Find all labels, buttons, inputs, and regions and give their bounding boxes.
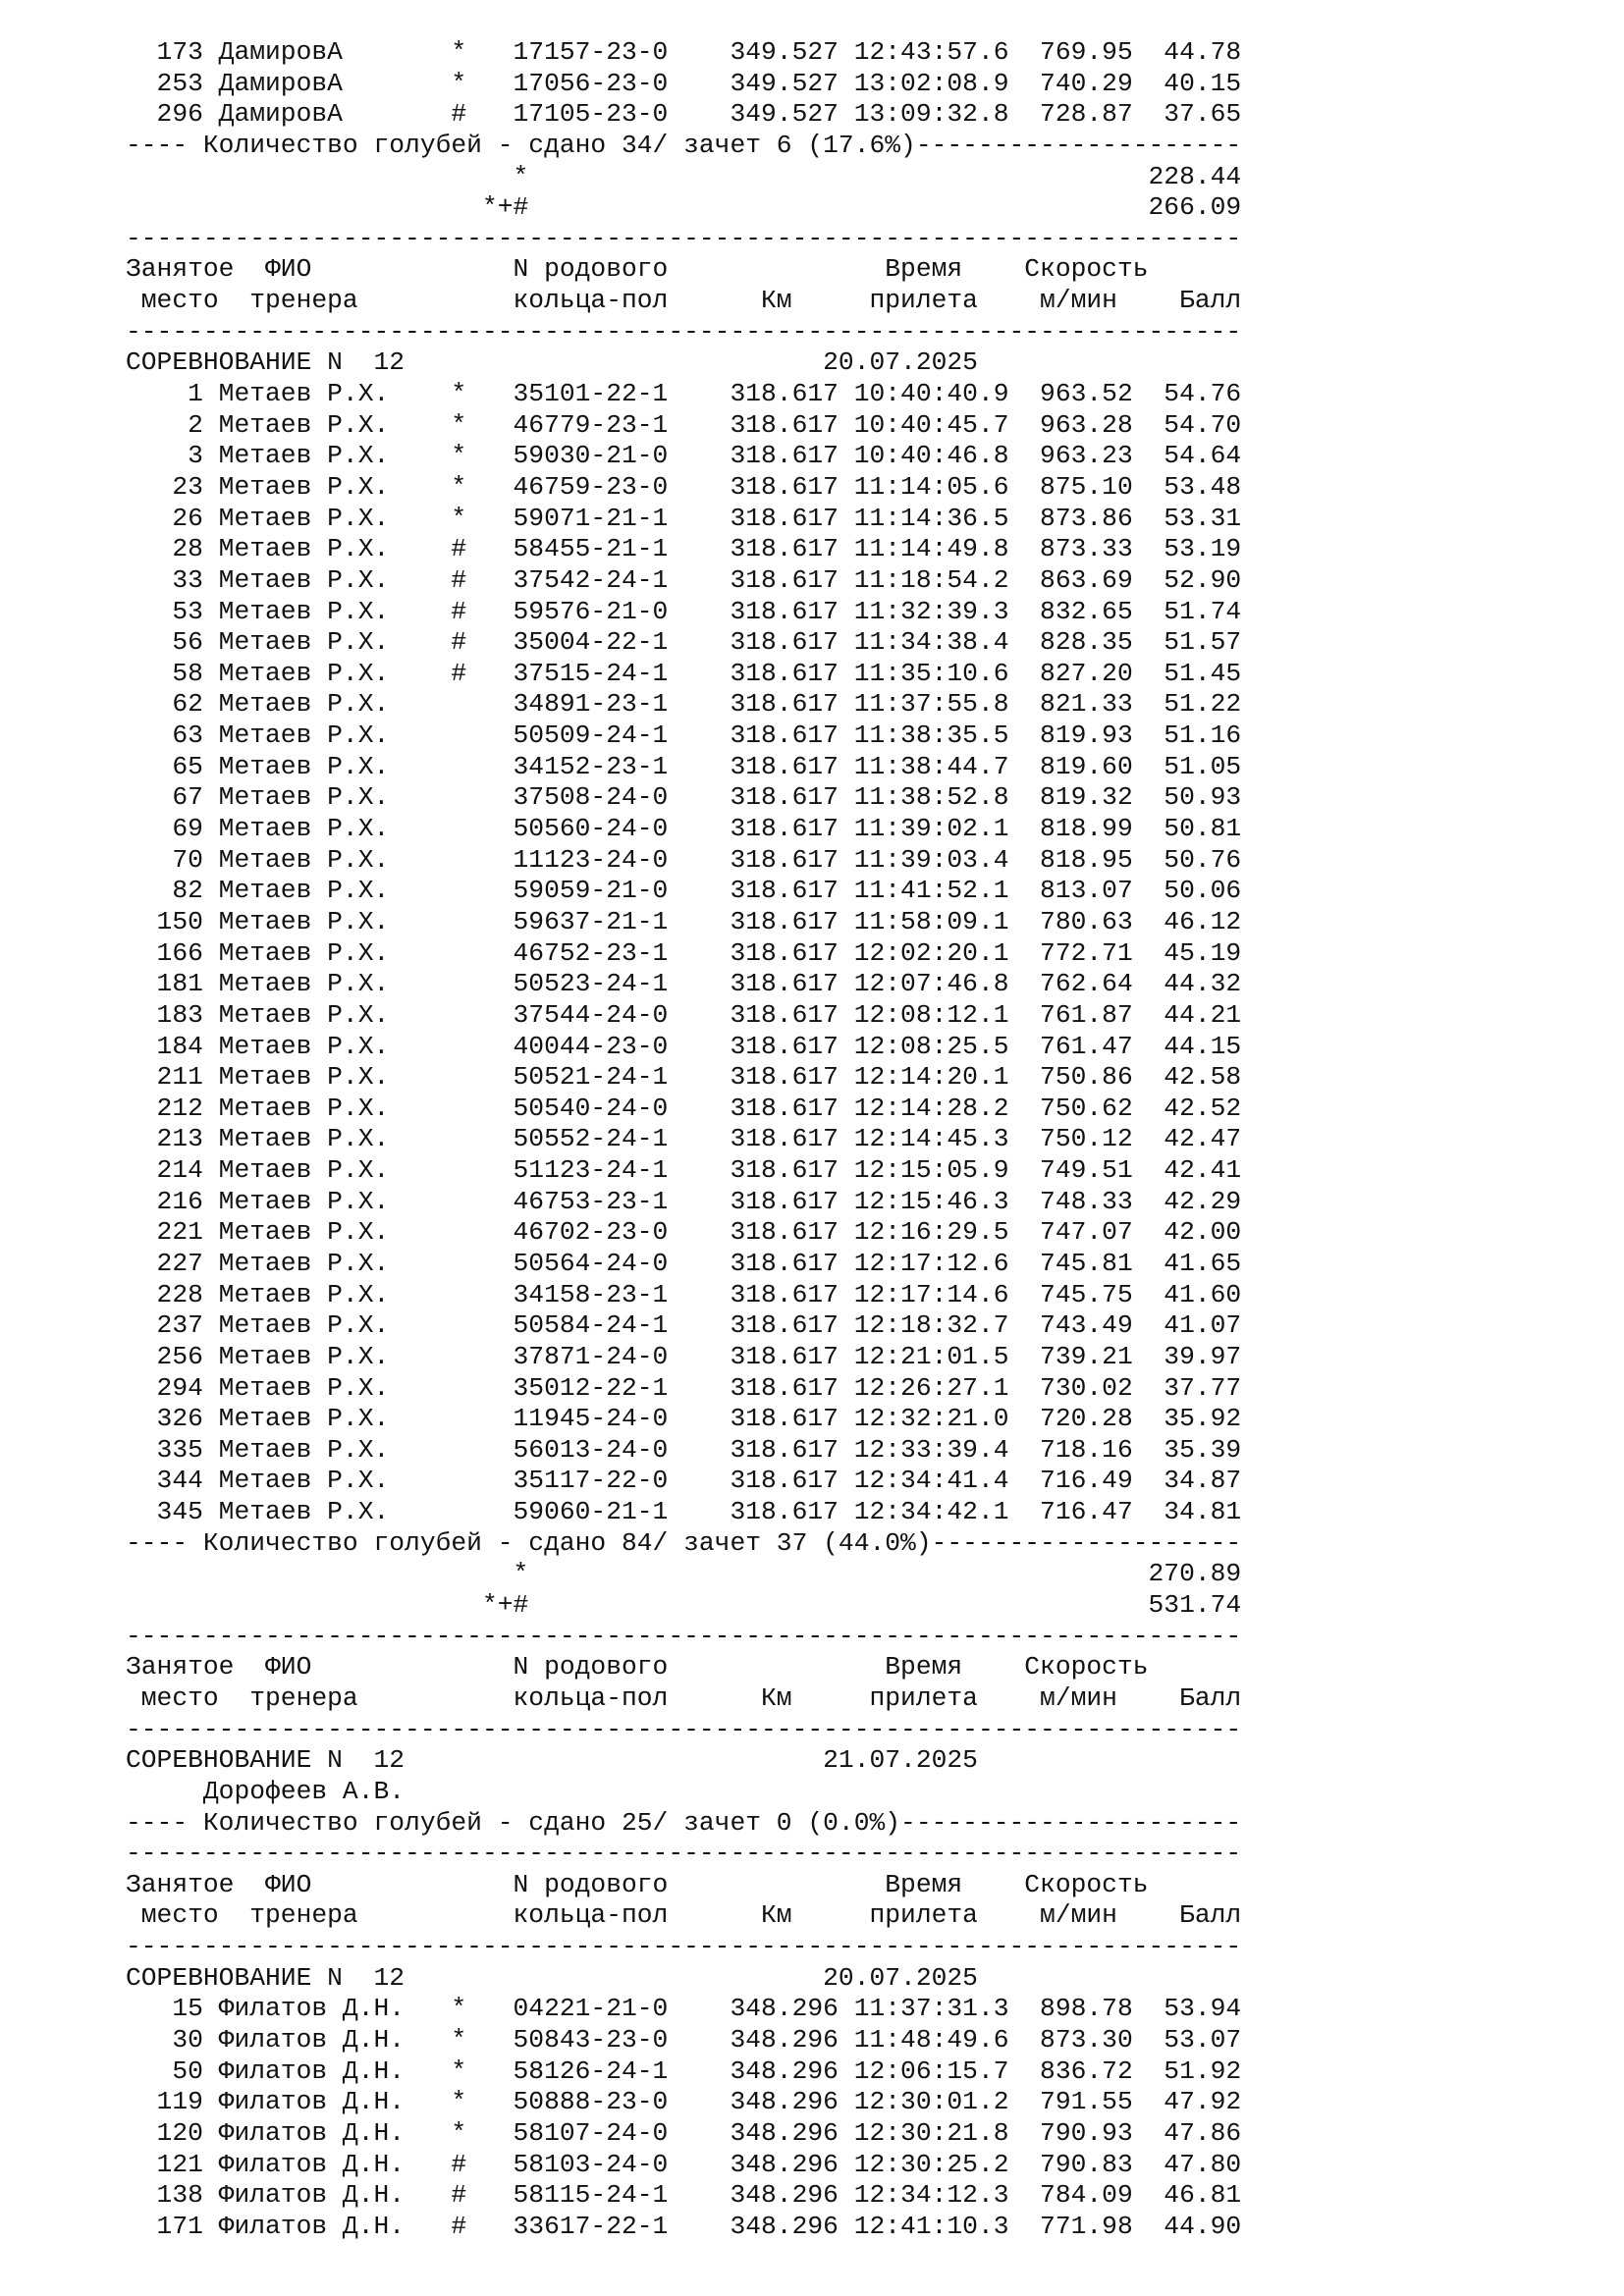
- printout-line: 171 Филатов Д.Н. # 33617-22-1 348.296 12:41:10.3 771.98 44.90: [126, 2211, 1242, 2241]
- printout-line: 121 Филатов Д.Н. # 58103-24-0 348.296 12:30:25.2 790.83 47.80: [126, 2149, 1242, 2179]
- printout-line: СОРЕВНОВАНИЕ N 12 20.07.2025: [126, 347, 978, 378]
- printout-line: 296 ДамировА # 17105-23-0 349.527 13:09:32.8 728.87 37.65: [126, 99, 1242, 130]
- printout-line: 150 Метаев Р.Х. 59637-21-1 318.617 11:58:09.1 780.63 46.12: [126, 906, 1242, 936]
- printout-line: 63 Метаев Р.Х. 50509-24-1 318.617 11:38:35.5 819.93 51.16: [126, 721, 1242, 751]
- printout-line: 166 Метаев Р.Х. 46752-23-1 318.617 12:02:20.1 772.71 45.19: [126, 937, 1242, 968]
- printout-line: место тренера кольца-пол Км прилета м/мин Балл: [126, 1900, 1242, 1931]
- printout-line: 69 Метаев Р.Х. 50560-24-0 318.617 11:39:02.1 818.99 50.81: [126, 814, 1242, 844]
- printout-line: 33 Метаев Р.Х. # 37542-24-1 318.617 11:18:54.2 863.69 52.90: [126, 564, 1242, 595]
- printout-line: 15 Филатов Д.Н. * 04221-21-0 348.296 11:37:31.3 898.78 53.94: [126, 1994, 1242, 2024]
- printout-line: 253 ДамировА * 17056-23-0 349.527 13:02:08.9 740.29 40.15: [126, 68, 1242, 98]
- printout-line: 53 Метаев Р.Х. # 59576-21-0 318.617 11:32:39.3 832.65 51.74: [126, 596, 1242, 626]
- printout-line: 214 Метаев Р.Х. 51123-24-1 318.617 12:15:05.9 749.51 42.41: [126, 1155, 1242, 1186]
- printout-line: 344 Метаев Р.Х. 35117-22-0 318.617 12:34:41.4 716.49 34.87: [126, 1466, 1242, 1496]
- printout-line: ------------------------------------------------------------------------: [126, 223, 1242, 253]
- printout-line: Занятое ФИО N родового Время Скорость: [126, 1652, 1149, 1682]
- printout-line: ------------------------------------------------------------------------: [126, 1932, 1242, 1962]
- printout-line: * 270.89: [126, 1559, 1242, 1589]
- printout-line: место тренера кольца-пол Км прилета м/мин Балл: [126, 286, 1242, 316]
- printout-line: 326 Метаев Р.Х. 11945-24-0 318.617 12:32:21.0 720.28 35.92: [126, 1404, 1242, 1434]
- printout-line: 345 Метаев Р.Х. 59060-21-1 318.617 12:34:42.1 716.47 34.81: [126, 1497, 1242, 1527]
- printout-line: 256 Метаев Р.Х. 37871-24-0 318.617 12:21:01.5 739.21 39.97: [126, 1341, 1242, 1371]
- printout-line: СОРЕВНОВАНИЕ N 12 21.07.2025: [126, 1745, 978, 1776]
- printout-line: 23 Метаев Р.Х. * 46759-23-0 318.617 11:14:05.6 875.10 53.48: [126, 471, 1242, 502]
- printout-line: 212 Метаев Р.Х. 50540-24-0 318.617 12:14:28.2 750.62 42.52: [126, 1093, 1242, 1123]
- printout-line: 56 Метаев Р.Х. # 35004-22-1 318.617 11:34:38.4 828.35 51.57: [126, 627, 1242, 658]
- printout-line: 50 Филатов Д.Н. * 58126-24-1 348.296 12:06:15.7 836.72 51.92: [126, 2056, 1242, 2086]
- printout-line: 30 Филатов Д.Н. * 50843-23-0 348.296 11:48:49.6 873.30 53.07: [126, 2025, 1242, 2055]
- printout-line: ------------------------------------------------------------------------: [126, 1621, 1242, 1651]
- printout-line: 3 Метаев Р.Х. * 59030-21-0 318.617 10:40:46.8 963.23 54.64: [126, 441, 1242, 471]
- printout-line: 216 Метаев Р.Х. 46753-23-1 318.617 12:15:46.3 748.33 42.29: [126, 1186, 1242, 1216]
- printout-line: 119 Филатов Д.Н. * 50888-23-0 348.296 12:30:01.2 791.55 47.92: [126, 2087, 1242, 2117]
- printout-line: ------------------------------------------------------------------------: [126, 1714, 1242, 1744]
- printout-line: 181 Метаев Р.Х. 50523-24-1 318.617 12:07:46.8 762.64 44.32: [126, 969, 1242, 999]
- results-printout: [126, 37, 1241, 2242]
- printout-line: ---- Количество голубей - сдано 34/ зачет 6 (17.6%)---------------------: [126, 130, 1242, 160]
- printout-line: 28 Метаев Р.Х. # 58455-21-1 318.617 11:14:49.8 873.33 53.19: [126, 534, 1242, 564]
- printout-line: * 228.44: [126, 161, 1242, 191]
- printout-line: 65 Метаев Р.Х. 34152-23-1 318.617 11:38:44.7 819.60 51.05: [126, 751, 1242, 781]
- printout-line: место тренера кольца-пол Км прилета м/мин Балл: [126, 1682, 1242, 1713]
- printout-line: Дорофеев А.В.: [126, 1776, 406, 1806]
- printout-line: 2 Метаев Р.Х. * 46779-23-1 318.617 10:40:45.7 963.28 54.70: [126, 409, 1242, 440]
- printout-line: 335 Метаев Р.Х. 56013-24-0 318.617 12:33:39.4 718.16 35.39: [126, 1434, 1242, 1465]
- printout-line: 227 Метаев Р.Х. 50564-24-0 318.617 12:17:12.6 745.81 41.65: [126, 1248, 1242, 1278]
- printout-line: ---- Количество голубей - сдано 25/ зачет 0 (0.0%)----------------------: [126, 1807, 1242, 1838]
- printout-line: 173 ДамировА * 17157-23-0 349.527 12:43:57.6 769.95 44.78: [126, 37, 1242, 67]
- printout-line: 221 Метаев Р.Х. 46702-23-0 318.617 12:16:29.5 747.07 42.00: [126, 1217, 1242, 1248]
- printout-line: 184 Метаев Р.Х. 40044-23-0 318.617 12:08:25.5 761.47 44.15: [126, 1031, 1242, 1061]
- printout-line: 237 Метаев Р.Х. 50584-24-1 318.617 12:18:32.7 743.49 41.07: [126, 1310, 1242, 1341]
- printout-line: 82 Метаев Р.Х. 59059-21-0 318.617 11:41:52.1 813.07 50.06: [126, 876, 1242, 906]
- printout-line: ------------------------------------------------------------------------: [126, 1839, 1242, 1869]
- printout-line: Занятое ФИО N родового Время Скорость: [126, 1869, 1149, 1899]
- printout-line: *+# 266.09: [126, 192, 1242, 223]
- printout-line: 26 Метаев Р.Х. * 59071-21-1 318.617 11:14:36.5 873.86 53.31: [126, 503, 1242, 533]
- printout-line: 294 Метаев Р.Х. 35012-22-1 318.617 12:26:27.1 730.02 37.77: [126, 1372, 1242, 1403]
- printout-line: *+# 531.74: [126, 1590, 1242, 1621]
- printout-line: 120 Филатов Д.Н. * 58107-24-0 348.296 12:30:21.8 790.93 47.86: [126, 2117, 1242, 2148]
- printout-line: 1 Метаев Р.Х. * 35101-22-1 318.617 10:40:40.9 963.52 54.76: [126, 379, 1242, 409]
- printout-line: 58 Метаев Р.Х. # 37515-24-1 318.617 11:35:10.6 827.20 51.45: [126, 658, 1242, 688]
- printout-line: 228 Метаев Р.Х. 34158-23-1 318.617 12:17:14.6 745.75 41.60: [126, 1279, 1242, 1309]
- printout-line: 211 Метаев Р.Х. 50521-24-1 318.617 12:14:20.1 750.86 42.58: [126, 1062, 1242, 1093]
- printout-line: 62 Метаев Р.Х. 34891-23-1 318.617 11:37:55.8 821.33 51.22: [126, 689, 1242, 720]
- printout-line: 138 Филатов Д.Н. # 58115-24-1 348.296 12:34:12.3 784.09 46.81: [126, 2180, 1242, 2211]
- printout-line: 70 Метаев Р.Х. 11123-24-0 318.617 11:39:03.4 818.95 50.76: [126, 844, 1242, 875]
- printout-line: Занятое ФИО N родового Время Скорость: [126, 254, 1149, 285]
- printout-line: СОРЕВНОВАНИЕ N 12 20.07.2025: [126, 1962, 978, 1993]
- printout-line: 67 Метаев Р.Х. 37508-24-0 318.617 11:38:52.8 819.32 50.93: [126, 782, 1242, 813]
- printout-line: ------------------------------------------------------------------------: [126, 316, 1242, 347]
- printout-line: 213 Метаев Р.Х. 50552-24-1 318.617 12:14:45.3 750.12 42.47: [126, 1124, 1242, 1154]
- printout-line: ---- Количество голубей - сдано 84/ зачет 37 (44.0%)--------------------: [126, 1527, 1242, 1558]
- printout-line: 183 Метаев Р.Х. 37544-24-0 318.617 12:08:12.1 761.87 44.21: [126, 999, 1242, 1030]
